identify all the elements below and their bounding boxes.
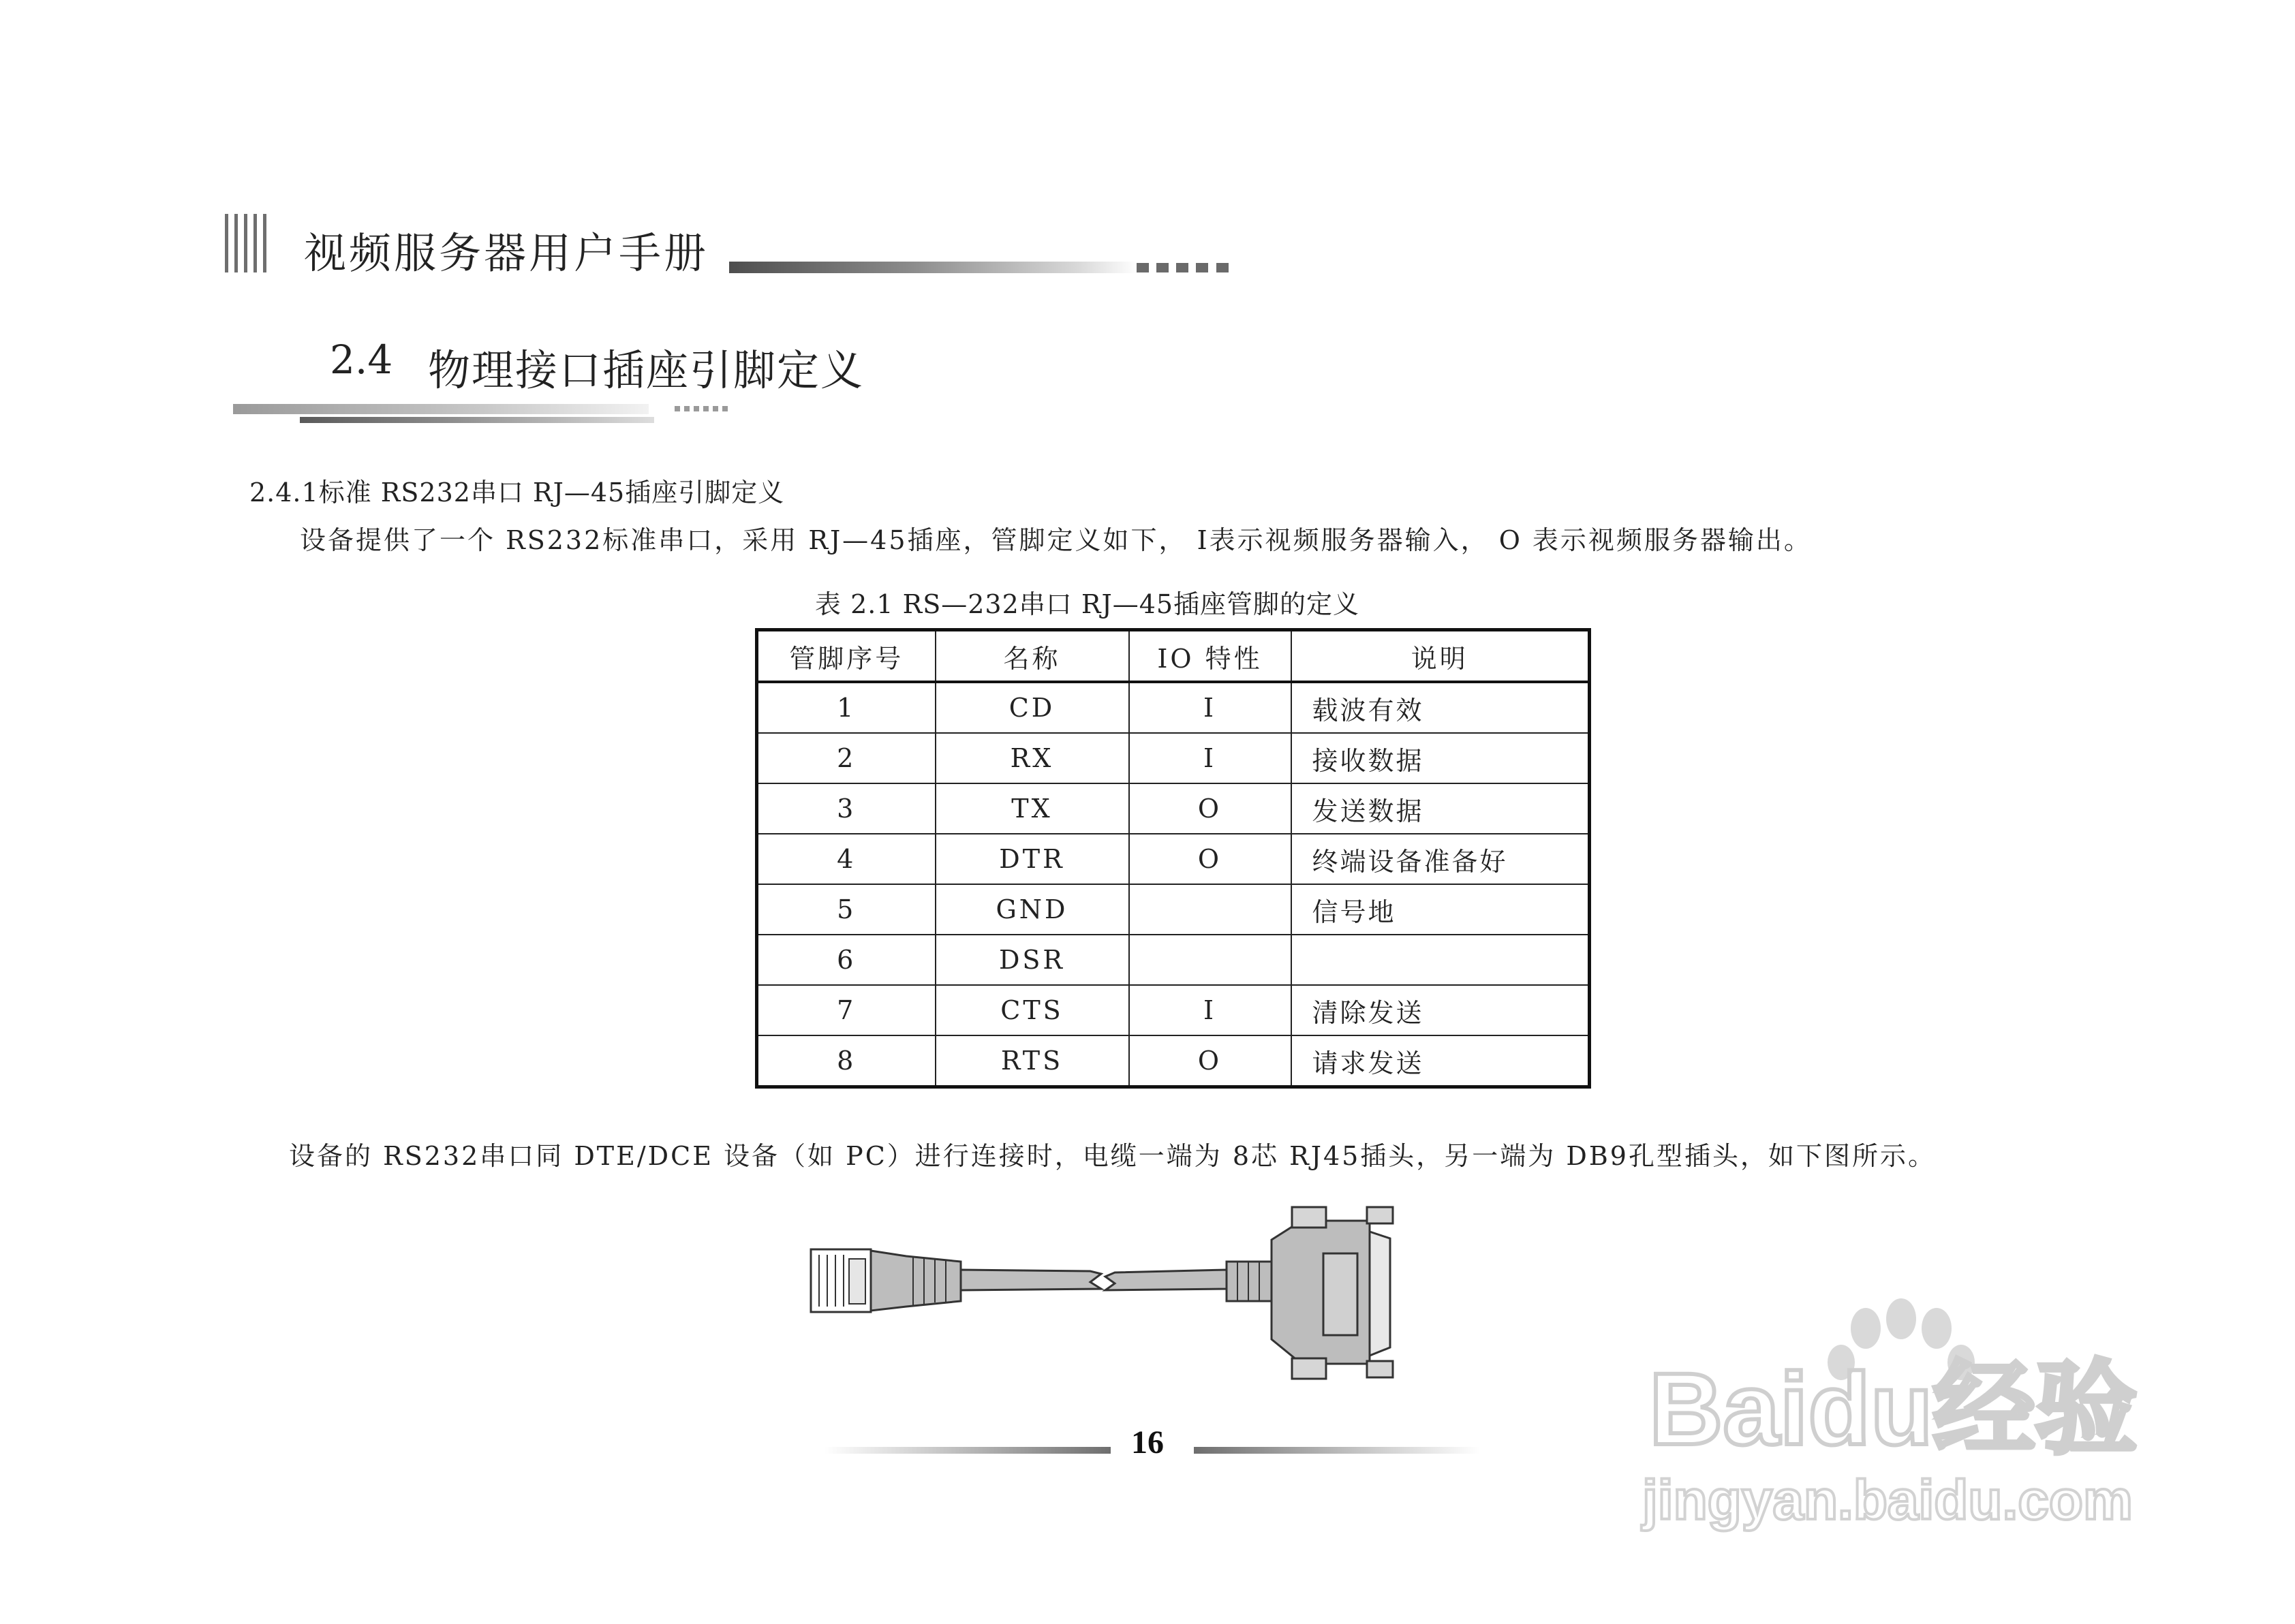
table-caption: 表 2.1 RS—232串口 RJ—45插座管脚的定义 — [815, 589, 1360, 619]
rj45-db9-cable-illustration — [790, 1193, 1458, 1391]
header-name: 名称 — [936, 630, 1129, 683]
subsection-title: 2.4.1标准 RS232串口 RJ—45插座引脚定义 — [249, 478, 785, 507]
section-rule-light — [233, 404, 649, 414]
table-header-row — [757, 630, 1590, 683]
io-cell — [1129, 935, 1291, 985]
signal-name-cell: GND — [936, 884, 1129, 935]
signal-name-cell: RX — [936, 733, 1129, 783]
footer-rule-left — [825, 1447, 1111, 1454]
pin-number-cell: 4 — [757, 834, 936, 884]
intro-paragraph: 设备提供了一个 RS232标准串口，采用 RJ—45插座，管脚定义如下， I表示视频服务器输入， O 表示视频服务器输出。 — [300, 525, 1812, 555]
description-cell: 信号地 — [1291, 884, 1590, 935]
table-row — [757, 884, 1590, 935]
pin-number-cell: 8 — [757, 1035, 936, 1087]
io-cell: O — [1129, 1035, 1291, 1087]
description-cell: 发送数据 — [1291, 783, 1590, 834]
signal-name-cell: DSR — [936, 935, 1129, 985]
header-description: 说明 — [1291, 630, 1590, 683]
description-cell: 载波有效 — [1291, 682, 1590, 733]
table-row — [757, 935, 1590, 985]
section-rule-dark — [300, 417, 654, 423]
signal-name-cell: TX — [936, 783, 1129, 834]
description-cell: 接收数据 — [1291, 733, 1590, 783]
description-cell — [1291, 935, 1590, 985]
db9-connector-icon — [1227, 1207, 1393, 1379]
table-row — [757, 834, 1590, 884]
io-cell: I — [1129, 985, 1291, 1035]
io-cell: I — [1129, 682, 1291, 733]
pin-number-cell: 6 — [757, 935, 936, 985]
section-number: 2.4 — [330, 337, 393, 383]
pin-number-cell: 3 — [757, 783, 936, 834]
pin-number-cell: 2 — [757, 733, 936, 783]
rj45-plug-icon — [811, 1249, 961, 1312]
signal-name-cell: CTS — [936, 985, 1129, 1035]
signal-name-cell: CD — [936, 682, 1129, 733]
pin-number-cell: 7 — [757, 985, 936, 1035]
io-cell: I — [1129, 733, 1291, 783]
description-cell: 清除发送 — [1291, 985, 1590, 1035]
pin-number-cell: 1 — [757, 682, 936, 733]
section-title: 物理接口插座引脚定义 — [428, 345, 865, 395]
section-dots-decoration — [675, 406, 729, 411]
cable-paragraph: 设备的 RS232串口同 DTE/DCE 设备（如 PC）进行连接时，电缆一端为 8芯 RJ45插头，另一端为 DB9孔型插头，如下图所示。 — [289, 1141, 1936, 1171]
baidu-jingyan-watermark — [1622, 1287, 2208, 1560]
header-rule — [729, 262, 1138, 273]
signal-name-cell: DTR — [936, 834, 1129, 884]
watermark-brand: Baidu经验 — [1649, 1352, 2138, 1466]
signal-name-cell: RTS — [936, 1035, 1129, 1087]
footer-rule-right — [1194, 1447, 1480, 1454]
page-number: 16 — [1131, 1424, 1164, 1461]
io-cell — [1129, 884, 1291, 935]
table-row — [757, 985, 1590, 1035]
io-cell: O — [1129, 834, 1291, 884]
pin-number-cell: 5 — [757, 884, 936, 935]
description-cell: 请求发送 — [1291, 1035, 1590, 1087]
description-cell: 终端设备准备好 — [1291, 834, 1590, 884]
table-row — [757, 1035, 1590, 1087]
io-cell: O — [1129, 783, 1291, 834]
pin-definition-table — [755, 628, 1591, 1089]
table-row — [757, 682, 1590, 733]
header-bars-decoration — [225, 214, 268, 272]
header-dots-decoration — [1137, 263, 1229, 272]
header-pin-number: 管脚序号 — [757, 630, 936, 683]
table-row — [757, 783, 1590, 834]
manual-title: 视频服务器用户手册 — [304, 228, 709, 278]
table-row — [757, 733, 1590, 783]
cable-line — [961, 1270, 1227, 1290]
watermark-url: jingyan.baidu.com — [1642, 1469, 2133, 1531]
header-io: IO 特性 — [1129, 630, 1291, 683]
